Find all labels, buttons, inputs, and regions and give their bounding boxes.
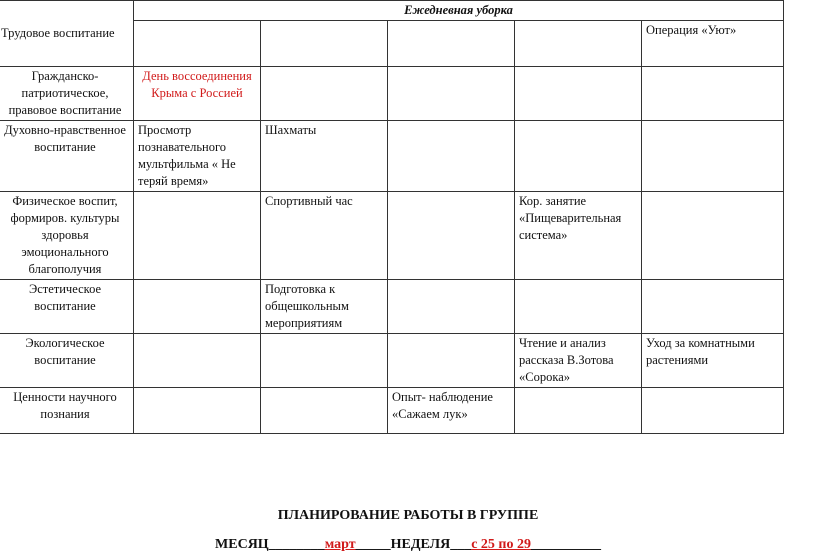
table-cell: Подготовка к общешкольным мероприятиям bbox=[261, 280, 388, 334]
table-cell: Спортивный час bbox=[261, 192, 388, 280]
table-cell bbox=[134, 280, 261, 334]
table-cell bbox=[261, 67, 388, 121]
row-label-labor: Трудовое воспитание bbox=[0, 1, 134, 67]
row-label-civic: Гражданско-патриотическое, правовое воспитание bbox=[0, 67, 134, 121]
table-cell bbox=[515, 67, 642, 121]
table-cell bbox=[134, 388, 261, 434]
table-row bbox=[0, 334, 784, 388]
month-blank-after: _____ bbox=[355, 537, 391, 552]
table-cell bbox=[642, 121, 784, 192]
table-cell bbox=[388, 334, 515, 388]
row-label-physical: Физическое воспит, формиров. культуры здоровья эмоционального благополучия bbox=[0, 192, 134, 280]
table-cell bbox=[515, 388, 642, 434]
week-blank: ___ bbox=[450, 537, 472, 552]
table-cell bbox=[642, 388, 784, 434]
month-week-line bbox=[0, 537, 816, 553]
table-cell: Опыт- наблюдение «Сажаем лук» bbox=[388, 388, 515, 434]
table-cell bbox=[642, 67, 784, 121]
month-blank: ________ bbox=[268, 537, 325, 552]
table-cell bbox=[134, 334, 261, 388]
table-cell: Кор. занятие «Пищеварительная система» bbox=[515, 192, 642, 280]
week-label: НЕДЕЛЯ bbox=[390, 537, 451, 552]
table-cell bbox=[261, 334, 388, 388]
table-row bbox=[0, 192, 784, 280]
row-label-moral: Духовно-нравственное воспитание bbox=[0, 121, 134, 192]
table-cell bbox=[261, 21, 388, 67]
table-cell bbox=[515, 21, 642, 67]
table-cell: Шахматы bbox=[261, 121, 388, 192]
table-cell bbox=[515, 121, 642, 192]
table-cell bbox=[388, 21, 515, 67]
table-header-row bbox=[0, 1, 784, 21]
row-label-aesthetic: Эстетическое воспитание bbox=[0, 280, 134, 334]
table-cell: Чтение и анализ рассказа В.Зотова «Сорока» bbox=[515, 334, 642, 388]
table-cell bbox=[388, 192, 515, 280]
week-blank-after: __________ bbox=[530, 537, 601, 552]
table-cell: Просмотр познавательного мультфильма « Не теряй время» bbox=[134, 121, 261, 192]
table-row bbox=[0, 67, 784, 121]
table-row bbox=[0, 280, 784, 334]
table-cell bbox=[388, 280, 515, 334]
table-cell bbox=[642, 280, 784, 334]
month-label: МЕСЯЦ bbox=[215, 537, 269, 552]
table-row bbox=[0, 388, 784, 434]
daily-cleaning-header: Ежедневная уборка bbox=[134, 1, 784, 21]
table-cell bbox=[642, 192, 784, 280]
table-cell bbox=[134, 192, 261, 280]
page-title: ПЛАНИРОВАНИЕ РАБОТЫ В ГРУППЕ bbox=[277, 508, 539, 523]
table-cell bbox=[261, 388, 388, 434]
table-cell bbox=[134, 21, 261, 67]
week-value: с 25 по 29 bbox=[471, 537, 531, 552]
month-value: март bbox=[324, 537, 356, 552]
table-cell: Уход за комнатными растениями bbox=[642, 334, 784, 388]
table-cell bbox=[515, 280, 642, 334]
table-cell: День воссоединения Крыма с Россией bbox=[134, 67, 261, 121]
row-label-ecological: Экологическое воспитание bbox=[0, 334, 134, 388]
table-cell bbox=[388, 67, 515, 121]
row-label-science: Ценности научного познания bbox=[0, 388, 134, 434]
table-cell: Операция «Уют» bbox=[642, 21, 784, 67]
table-row bbox=[0, 121, 784, 192]
table-cell bbox=[388, 121, 515, 192]
